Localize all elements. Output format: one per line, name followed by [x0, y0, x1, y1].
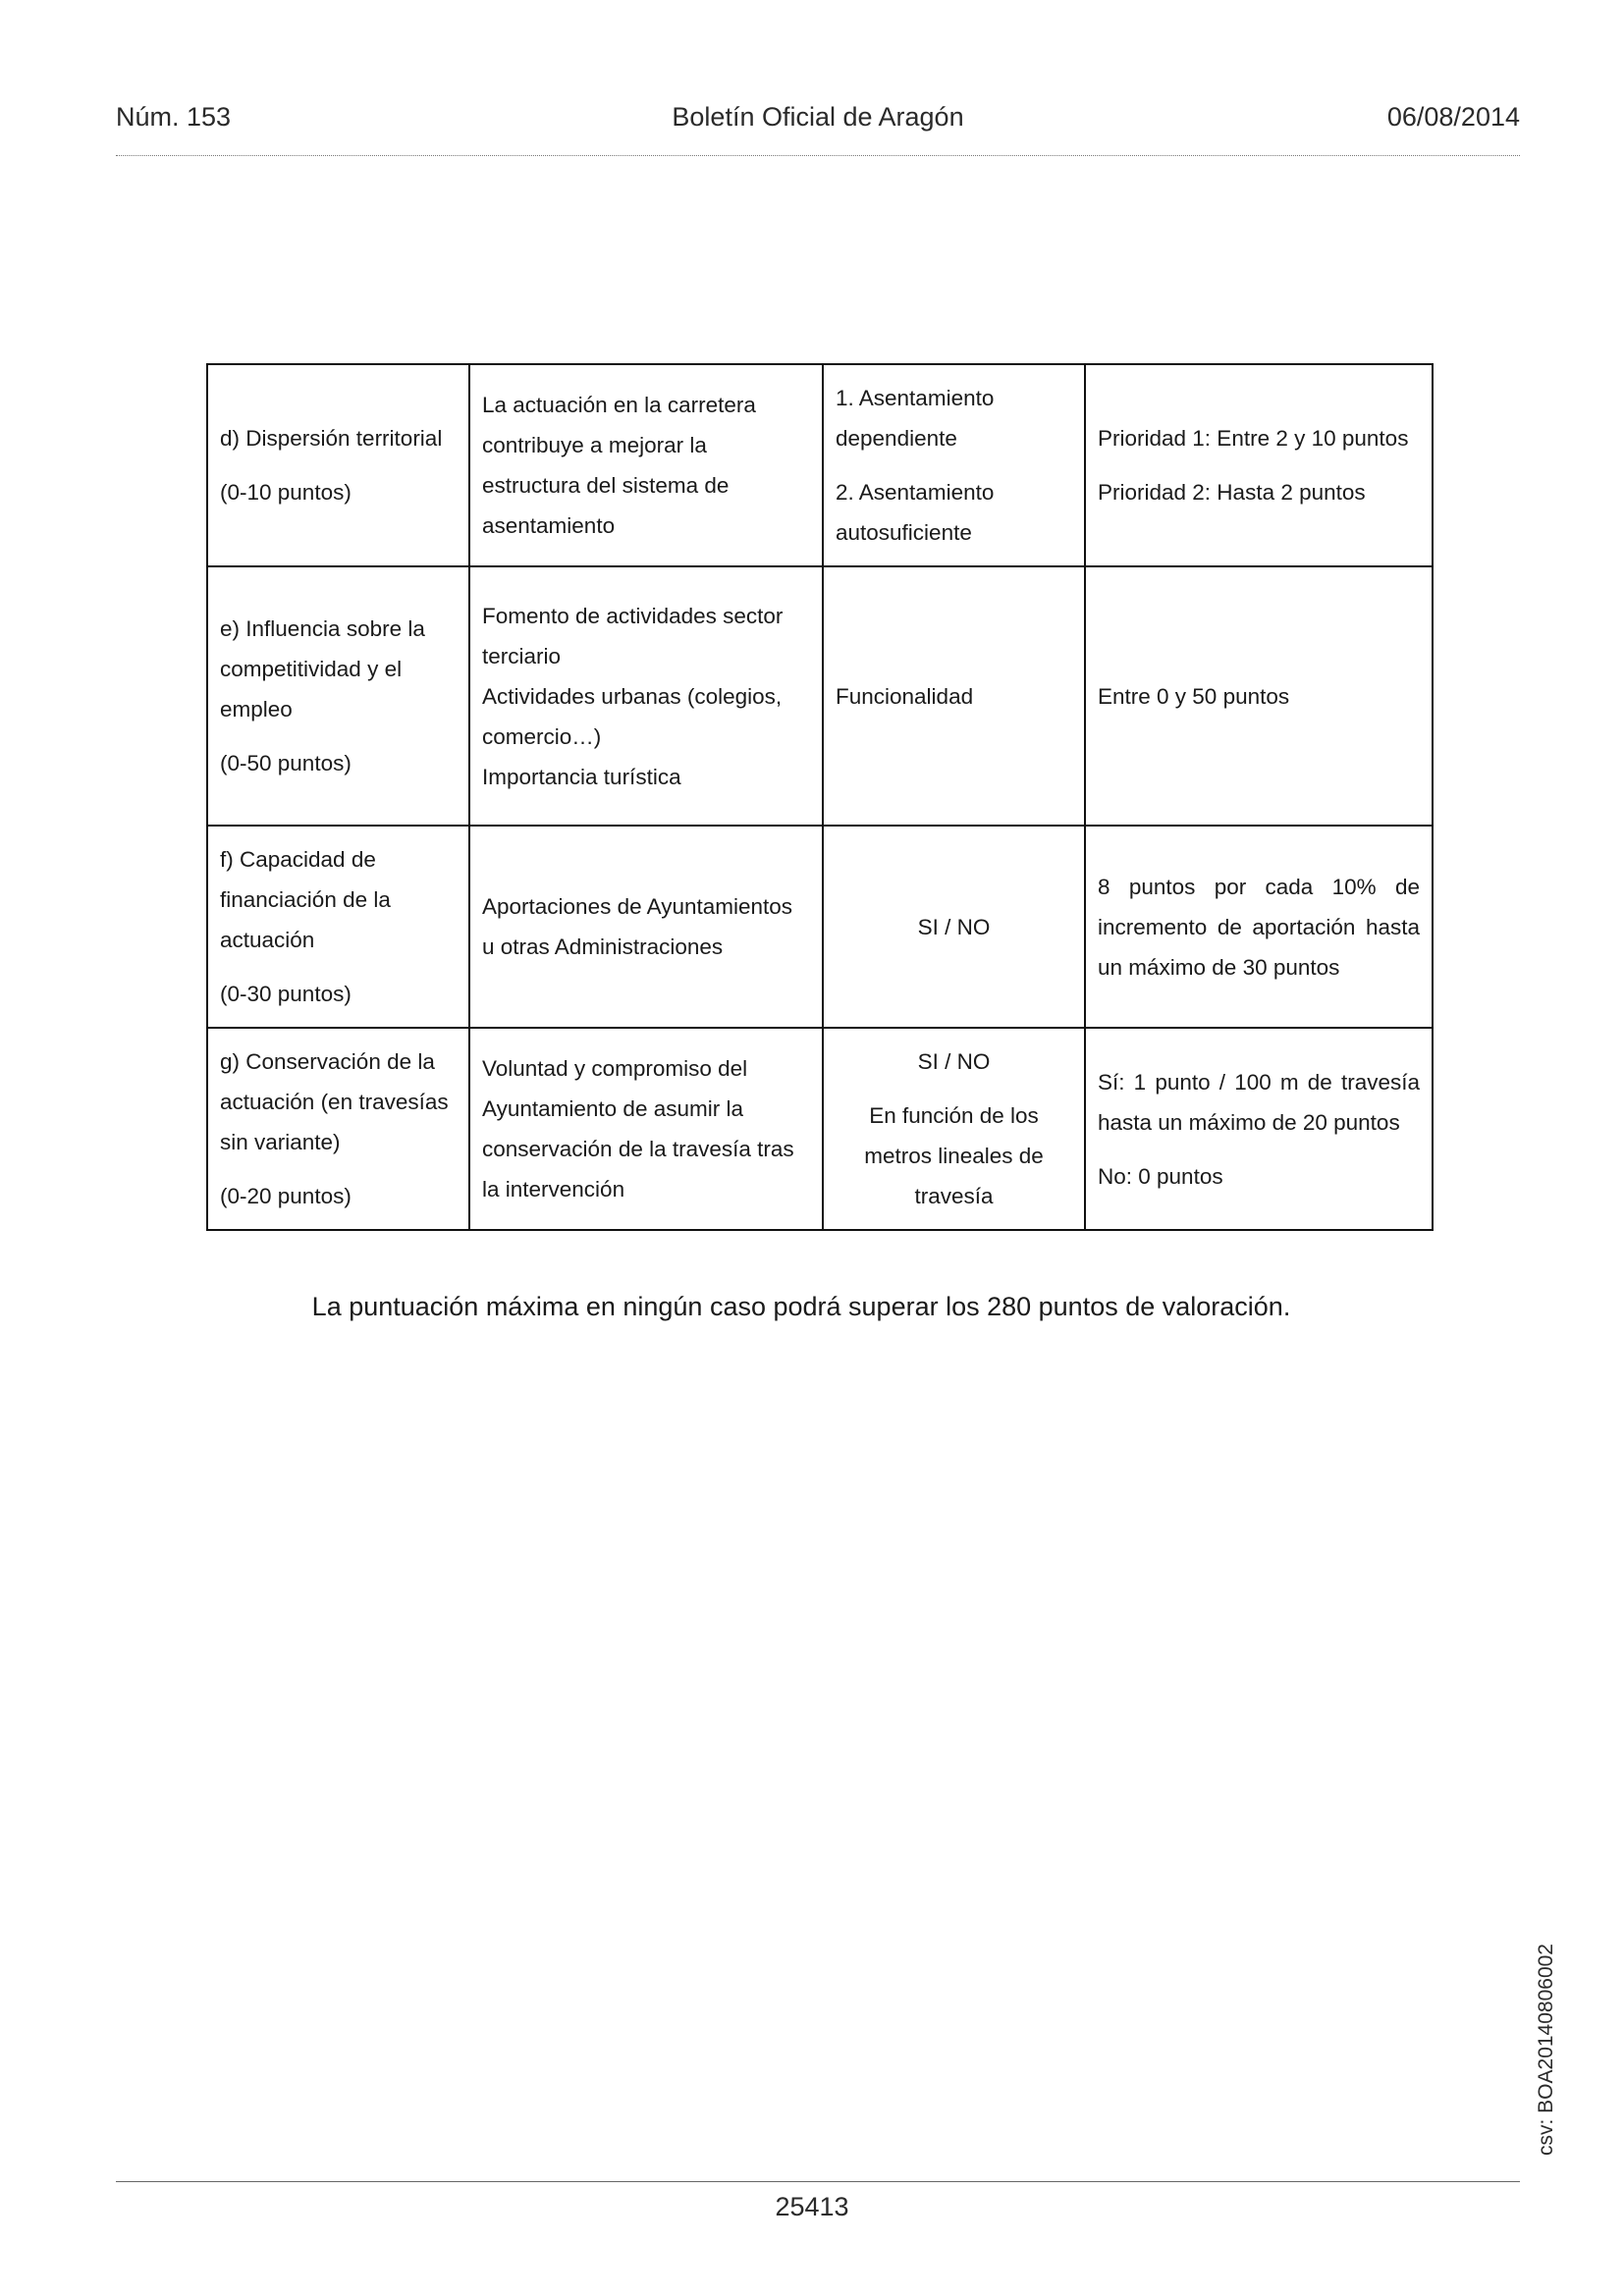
score-text: Prioridad 1: Entre 2 y 10 puntos: [1098, 426, 1409, 451]
indicator-cell: [823, 1028, 1085, 1230]
criterion-range: (0-20 puntos): [220, 1184, 352, 1208]
criterion-cell: [207, 826, 469, 1028]
description-text: Voluntad y compromiso del Ayuntamiento de asumir la conservación de la travesía tras la intervención: [482, 1056, 794, 1201]
description-text: La actuación en la carretera contribuye a mejorar la estructura del sistema de asentamiento: [482, 393, 756, 538]
indicator-text: Funcionalidad: [836, 683, 974, 709]
csv-verification-code: csv: BOA20140806002: [1535, 1944, 1557, 2156]
indicator-text: SI / NO: [917, 1049, 991, 1074]
indicator-cell: [823, 364, 1085, 566]
description-text: Aportaciones de Ayuntamientos u otras Administraciones: [482, 894, 793, 959]
criterion-cell: [207, 1028, 469, 1230]
score-text: Prioridad 2: Hasta 2 puntos: [1098, 480, 1366, 505]
score-text: Entre 0 y 50 puntos: [1098, 683, 1290, 709]
footer-divider: [116, 2181, 1520, 2182]
criterion-range: (0-30 puntos): [220, 982, 352, 1006]
score-text: Sí: 1 punto / 100 m de travesía hasta un máximo de 20 puntos: [1098, 1069, 1420, 1135]
criterion-cell: [207, 566, 469, 826]
criterion-label: d) Dispersión territorial: [220, 426, 443, 451]
indicator-text: 1. Asentamiento dependiente: [836, 386, 995, 451]
indicator-text: En función de los metros lineales de travesía: [864, 1103, 1044, 1208]
bulletin-number: Núm. 153: [116, 102, 232, 132]
max-score-note: La puntuación máxima en ningún caso podrá superar los 280 puntos de valoración.: [311, 1292, 1291, 1321]
description-text: Actividades urbanas (colegios, comercio…): [482, 683, 783, 749]
table-row: [207, 1028, 1433, 1230]
criterion-label: g) Conservación de la actuación (en travesías sin variante): [220, 1049, 449, 1154]
indicator-cell: [823, 826, 1085, 1028]
evaluation-criteria-table: [206, 363, 1434, 1231]
description-cell: [469, 826, 823, 1028]
description-cell: [469, 566, 823, 826]
criterion-range: (0-50 puntos): [220, 751, 352, 775]
score-text: 8 puntos por cada 10% de incremento de aportación hasta un máximo de 30 puntos: [1098, 874, 1420, 980]
criterion-label: f) Capacidad de financiación de la actuación: [220, 847, 391, 952]
indicator-text: SI / NO: [917, 914, 991, 939]
table-row: [207, 566, 1433, 826]
description-text: Fomento de actividades sector terciario: [482, 603, 784, 668]
page-header: [116, 102, 1520, 141]
criterion-label: e) Influencia sobre la competitividad y el empleo: [220, 616, 425, 721]
bulletin-date: 06/08/2014: [1386, 102, 1520, 132]
page-number: 25413: [775, 2192, 849, 2221]
score-text: No: 0 puntos: [1098, 1163, 1223, 1189]
indicator-cell: [823, 566, 1085, 826]
indicator-text: 2. Asentamiento autosuficiente: [836, 480, 995, 545]
description-cell: [469, 1028, 823, 1230]
score-cell: [1085, 566, 1433, 826]
table-row: [207, 364, 1433, 566]
description-cell: [469, 364, 823, 566]
bulletin-title: Boletín Oficial de Aragón: [672, 102, 964, 132]
criterion-cell: [207, 364, 469, 566]
criterion-range: (0-10 puntos): [220, 480, 352, 505]
table-row: [207, 826, 1433, 1028]
header-divider: [116, 155, 1520, 156]
score-cell: [1085, 364, 1433, 566]
description-text: Importancia turística: [482, 764, 681, 789]
score-cell: [1085, 1028, 1433, 1230]
score-cell: [1085, 826, 1433, 1028]
